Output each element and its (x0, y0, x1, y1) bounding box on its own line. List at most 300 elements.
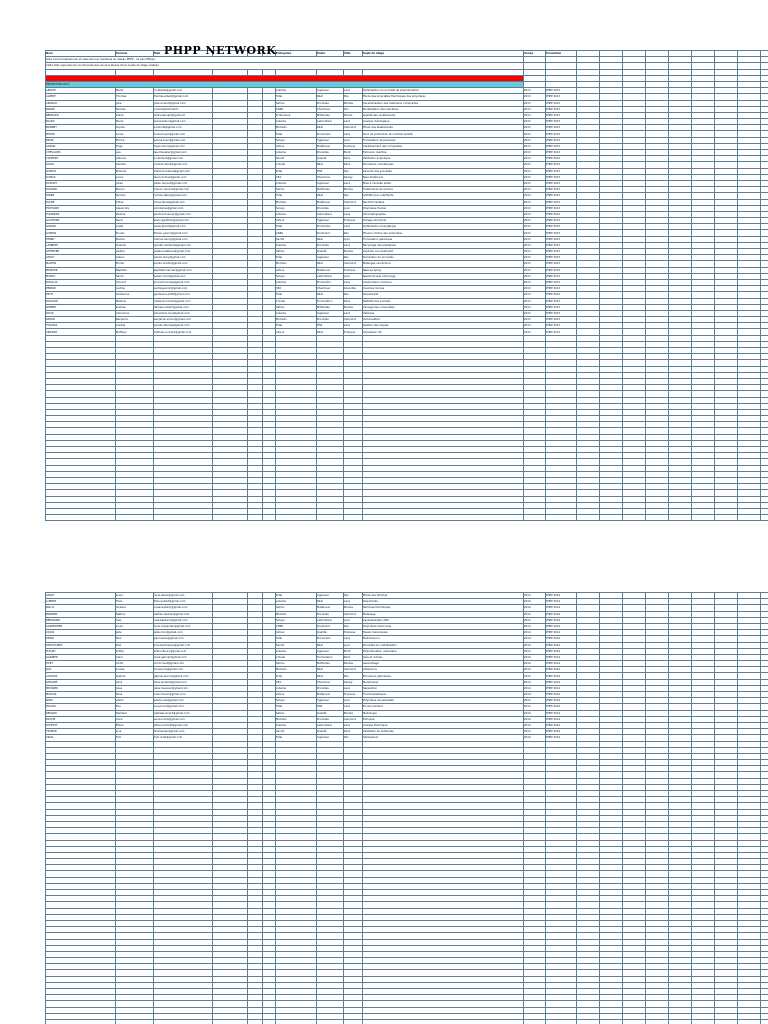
cell[interactable] (344, 515, 363, 521)
cell[interactable]: CHEVALIER (46, 150, 116, 156)
cell[interactable]: Simulation de procédés (363, 255, 524, 261)
cell[interactable]: PICARD (46, 704, 116, 710)
cell[interactable] (116, 515, 154, 521)
cell[interactable]: jules.meunier@gmail.com (154, 685, 213, 691)
cell[interactable]: FLEURY (46, 648, 116, 654)
cell[interactable]: Raphaël (116, 710, 154, 716)
cell[interactable]: Ingénieur (317, 88, 344, 94)
cell[interactable]: R&D (317, 667, 344, 673)
cell[interactable]: Laboratoire (317, 211, 344, 217)
cell[interactable]: PHPP 2013 (546, 143, 577, 149)
cell[interactable]: Arkema (276, 722, 317, 728)
cell[interactable]: audrey.perrin@gmail.com (154, 286, 213, 292)
cell[interactable]: Gestion des risques (363, 323, 524, 329)
cell[interactable]: 2013 (524, 100, 546, 106)
cell[interactable]: PHPP 2013 (546, 267, 577, 273)
cell[interactable]: Arkema (276, 88, 317, 94)
cell[interactable] (692, 1019, 715, 1024)
cell[interactable]: Total (276, 735, 317, 741)
cell[interactable]: 2014 (524, 642, 546, 648)
cell[interactable]: CEA (276, 174, 317, 180)
cell[interactable]: ADAM (46, 593, 116, 599)
cell[interactable]: Qualité (317, 729, 344, 735)
cell[interactable]: R&D (317, 673, 344, 679)
cell[interactable]: PHPP 2014 (546, 716, 577, 722)
cell[interactable]: arthur.fleury@gmail.com (154, 648, 213, 654)
cell[interactable]: Julien (116, 180, 154, 186)
cell[interactable]: Clermont (344, 317, 363, 323)
cell[interactable]: L'Oréal (276, 654, 317, 660)
cell[interactable]: PHPP 2013 (546, 137, 577, 143)
cell[interactable]: Airbus (276, 630, 317, 636)
cell[interactable]: Doctorant (317, 623, 344, 629)
cell[interactable]: TESSIER (46, 729, 116, 735)
cell[interactable]: Pau (344, 193, 363, 199)
cell[interactable]: 2013 (524, 279, 546, 285)
cell[interactable]: Arkema (276, 150, 317, 156)
cell[interactable]: Alexandre (116, 205, 154, 211)
cell[interactable]: CEA (276, 679, 317, 685)
cell[interactable]: Polymères fluorés (363, 205, 524, 211)
cell[interactable]: justine.lefebvre@gmail.com (154, 249, 213, 255)
cell[interactable]: Thermoplastiques (363, 692, 524, 698)
cell[interactable]: Collage structural (363, 218, 524, 224)
cell[interactable]: Analyse thermique (363, 722, 524, 728)
cell[interactable]: Sanofi (276, 729, 317, 735)
cell[interactable]: jade.colin@gmail.com (154, 630, 213, 636)
cell[interactable]: R&D (317, 261, 344, 267)
cell[interactable]: Bordes (344, 605, 363, 611)
cell[interactable]: PHPP 2014 (546, 667, 577, 673)
cell[interactable]: THOMAS (46, 323, 116, 329)
cell[interactable]: Total (276, 636, 317, 642)
cell[interactable]: Lyon (344, 137, 363, 143)
cell[interactable]: damien.robert@gmail.com (154, 304, 213, 310)
cell[interactable]: GAUTHIER (46, 218, 116, 224)
cell[interactable]: Méthodes (317, 661, 344, 667)
cell[interactable]: Lacq (344, 323, 363, 329)
cell[interactable]: Total (276, 224, 317, 230)
cell[interactable]: Airbus (276, 267, 317, 273)
cell[interactable]: lea.chevalier@gmail.com (154, 150, 213, 156)
cell[interactable]: Entreprise (276, 51, 317, 57)
cell[interactable]: Arkema (276, 119, 317, 125)
cell[interactable] (546, 1019, 577, 1024)
cell[interactable]: 2013 (524, 236, 546, 242)
cell[interactable]: Matériaux (317, 605, 344, 611)
cell[interactable] (263, 515, 276, 521)
cell[interactable]: 2013 (524, 106, 546, 112)
cell[interactable]: Alice (116, 679, 154, 685)
cell[interactable]: PHPP 2014 (546, 692, 577, 698)
cell[interactable] (738, 515, 761, 521)
cell[interactable]: Airbus (276, 218, 317, 224)
cell[interactable]: BARRE (46, 106, 116, 112)
cell[interactable]: Paris (344, 729, 363, 735)
cell[interactable]: Victor (116, 661, 154, 667)
cell[interactable]: hugo.caron@gmail.com (154, 143, 213, 149)
cell[interactable]: Nicolas (116, 106, 154, 112)
cell[interactable]: PHPP 2013 (546, 329, 577, 335)
cell[interactable]: Physico-chimie des polymères (363, 230, 524, 236)
cell[interactable]: PHPP 2013 (546, 255, 577, 261)
cell[interactable] (692, 515, 715, 521)
cell[interactable]: 2013 (524, 242, 546, 248)
cell[interactable]: a.clement@gmail.com (154, 156, 213, 162)
cell[interactable]: PHPP 2013 (546, 180, 577, 186)
cell[interactable]: Pau (344, 735, 363, 741)
cell[interactable]: R&D (317, 125, 344, 131)
cell[interactable]: 2013 (524, 168, 546, 174)
cell[interactable]: Sanofi (276, 156, 317, 162)
cell[interactable] (623, 1019, 646, 1024)
cell[interactable]: Marie (116, 88, 154, 94)
cell[interactable]: lucie.adam@gmail.com (154, 593, 213, 599)
cell[interactable] (524, 1019, 546, 1024)
cell[interactable]: Thomas (116, 94, 154, 100)
cell[interactable]: julien.dupont@gmail.com (154, 180, 213, 186)
cell[interactable]: camille.david@gmail.com (154, 162, 213, 168)
cell[interactable]: Lyon (344, 236, 363, 242)
cell[interactable]: Camille (116, 162, 154, 168)
cell[interactable]: Solvay (276, 205, 317, 211)
cell[interactable]: Qualité (317, 249, 344, 255)
cell[interactable]: quentin.lambert@gmail.com (154, 242, 213, 248)
cell[interactable]: ARNAUD (46, 100, 116, 106)
cell[interactable]: Arkema (276, 685, 317, 691)
cell[interactable]: BAILLY (46, 605, 116, 611)
cell[interactable]: BRUN (46, 137, 116, 143)
cell[interactable]: MERCIER (46, 267, 116, 273)
cell[interactable]: Ethan (116, 722, 154, 728)
cell[interactable]: maxime.dubois@gmail.com (154, 168, 213, 174)
cell[interactable]: Safran (276, 100, 317, 106)
cell[interactable]: 2013 (524, 310, 546, 316)
cell[interactable]: Lyon (344, 698, 363, 704)
cell[interactable]: PHPP 2014 (546, 679, 577, 685)
cell[interactable]: alice.lemaire@gmail.com (154, 679, 213, 685)
cell[interactable]: Nanomatériaux (363, 174, 524, 180)
cell[interactable]: Lyon (344, 205, 363, 211)
cell[interactable]: Michelin (276, 125, 317, 131)
cell[interactable]: Mont (344, 150, 363, 156)
cell[interactable]: Traitements de surface (363, 187, 524, 193)
cell[interactable] (116, 1019, 154, 1024)
cell[interactable]: Pierre (116, 119, 154, 125)
cell[interactable]: PHPP 2014 (546, 654, 577, 660)
cell[interactable]: Lucas (116, 131, 154, 137)
cell[interactable]: Catalyseurs (363, 735, 524, 741)
cell[interactable]: 2013 (524, 273, 546, 279)
cell[interactable]: FABRE (46, 193, 116, 199)
cell[interactable]: pierre.blanc@gmail.com (154, 119, 213, 125)
cell[interactable]: Lacq (344, 599, 363, 605)
cell[interactable]: baptiste.mercier@gmail.com (154, 267, 213, 273)
cell[interactable]: Méthodes (317, 187, 344, 193)
cell[interactable]: Julie (116, 100, 154, 106)
cell[interactable]: Membranes (363, 679, 524, 685)
cell[interactable]: benjamin.simon@gmail.com (154, 317, 213, 323)
cell[interactable]: Usinage des composites (363, 304, 524, 310)
cell[interactable]: 2013 (524, 187, 546, 193)
cell[interactable]: Solvay (276, 137, 317, 143)
cell[interactable]: elodie.martin@gmail.com (154, 261, 213, 267)
cell[interactable]: L'Oréal (276, 162, 317, 168)
cell[interactable]: Damien (116, 304, 154, 310)
cell[interactable] (154, 1019, 213, 1024)
cell[interactable]: Lina (116, 729, 154, 735)
cell[interactable]: 2014 (524, 667, 546, 673)
cell[interactable]: PETIT (46, 292, 116, 298)
cell[interactable]: Arkema (276, 648, 317, 654)
cell[interactable]: 2014 (524, 704, 546, 710)
cell[interactable]: Extrusion réactive (363, 150, 524, 156)
cell[interactable]: PHPP 2013 (546, 131, 577, 137)
cell[interactable]: 2014 (524, 593, 546, 599)
cell[interactable]: Nom (46, 51, 116, 57)
cell[interactable]: PHPP 2014 (546, 698, 577, 704)
cell[interactable]: louise.joly@gmail.com (154, 667, 213, 673)
cell[interactable]: FONTAINE (46, 205, 116, 211)
cell[interactable] (317, 1019, 344, 1024)
cell[interactable] (248, 515, 263, 521)
cell[interactable]: Lacq (344, 636, 363, 642)
cell[interactable]: Arkema (276, 599, 317, 605)
cell[interactable]: Tarnos (344, 112, 363, 118)
cell[interactable]: Qualité (317, 156, 344, 162)
cell[interactable]: Benjamin (116, 317, 154, 323)
cell[interactable]: Lacq (344, 310, 363, 316)
cell[interactable]: claire.bernard@yahoo.fr (154, 112, 213, 118)
cell[interactable]: Stabilité des produits (363, 298, 524, 304)
cell[interactable]: Chercheur (317, 679, 344, 685)
cell[interactable]: 2013 (524, 180, 546, 186)
cell[interactable]: CEA (276, 286, 317, 292)
cell[interactable]: ABADIE (46, 88, 116, 94)
cell[interactable]: Clermont (344, 261, 363, 267)
cell[interactable]: emma.brun@gmail.com (154, 137, 213, 143)
cell[interactable]: oceane.bailly@gmail.com (154, 605, 213, 611)
cell[interactable] (600, 1019, 623, 1024)
cell[interactable]: Procédés (317, 205, 344, 211)
cell[interactable]: PHPP 2014 (546, 685, 577, 691)
cell[interactable]: Solvay (276, 698, 317, 704)
cell[interactable]: R&D (317, 292, 344, 298)
cell[interactable]: Total (276, 193, 317, 199)
cell[interactable]: Essais mécaniques (363, 630, 524, 636)
cell[interactable]: PHPP 2013 (546, 211, 577, 217)
cell[interactable]: Poste (317, 51, 344, 57)
cell[interactable]: HUET (46, 661, 116, 667)
cell[interactable]: ROBERT (46, 304, 116, 310)
cell[interactable]: Aurélie (116, 323, 154, 329)
cell[interactable]: Lacq (344, 722, 363, 728)
cell[interactable]: L'Oréal (276, 298, 317, 304)
cell[interactable]: Adhérence (363, 667, 524, 673)
cell[interactable]: PHPP 2013 (546, 292, 577, 298)
cell[interactable]: Jules (116, 685, 154, 691)
cell[interactable]: 2013 (524, 249, 546, 255)
cell[interactable]: marine.henry@gmail.com (154, 236, 213, 242)
cell[interactable]: 2014 (524, 599, 546, 605)
cell[interactable]: Formulation de peintures (363, 137, 524, 143)
cell[interactable]: Michelin (276, 317, 317, 323)
cell[interactable]: Adam (116, 698, 154, 704)
cell[interactable]: PHPP 2014 (546, 735, 577, 741)
cell[interactable]: Lacq (344, 88, 363, 94)
cell[interactable] (213, 1019, 248, 1024)
cell[interactable]: 2014 (524, 710, 546, 716)
cell[interactable]: Sarah (116, 273, 154, 279)
cell[interactable]: PHPP 2014 (546, 722, 577, 728)
cell[interactable]: Matériaux (317, 199, 344, 205)
cell[interactable]: RICHARD (46, 298, 116, 304)
cell[interactable]: PHPP 2014 (546, 617, 577, 623)
cell[interactable]: Sanofi (276, 236, 317, 242)
cell[interactable]: LACROIX (46, 673, 116, 679)
cell[interactable]: 2014 (524, 716, 546, 722)
cell[interactable]: Mathieu (116, 329, 154, 335)
cell[interactable] (276, 1019, 317, 1024)
cell[interactable]: lina.tessier@gmail.com (154, 729, 213, 735)
cell[interactable]: Chromatographie (363, 211, 524, 217)
cell[interactable]: Pau (344, 292, 363, 298)
cell[interactable]: 2013 (524, 193, 546, 199)
cell[interactable]: BERTRAND (46, 617, 116, 623)
cell[interactable]: m.abadie@gmail.com (154, 88, 213, 94)
cell[interactable]: Théo (116, 599, 154, 605)
cell[interactable]: amandine.roux@gmail.com (154, 310, 213, 316)
cell[interactable]: Polyamides (363, 599, 524, 605)
cell[interactable]: 2014 (524, 729, 546, 735)
cell[interactable]: PHPP 2014 (546, 623, 577, 629)
cell[interactable]: RENARD (46, 710, 116, 716)
cell[interactable]: Sujet de stage (363, 51, 524, 57)
cell[interactable]: Suivi de production et contrôle qualité (363, 131, 524, 137)
cell[interactable]: Analyse rhéologique (363, 119, 524, 125)
cell[interactable]: BONNET (46, 125, 116, 131)
cell[interactable] (646, 515, 669, 521)
cell[interactable]: Ingénieur (317, 218, 344, 224)
cell[interactable]: 2013 (524, 329, 546, 335)
cell[interactable]: Antoine (116, 156, 154, 162)
cell[interactable]: Lacq (344, 242, 363, 248)
cell[interactable]: Total (276, 131, 317, 137)
cell[interactable] (263, 1019, 276, 1024)
cell[interactable]: Louis (116, 623, 154, 629)
cell[interactable]: PHPP 2014 (546, 605, 577, 611)
cell[interactable]: DUMAS (46, 174, 116, 180)
cell[interactable]: Paul (116, 636, 154, 642)
cell[interactable]: guillaume.petit@gmail.com (154, 292, 213, 298)
cell[interactable]: NICOLAS (46, 279, 116, 285)
cell[interactable]: 2014 (524, 623, 546, 629)
cell[interactable]: PHPP 2013 (546, 174, 577, 180)
cell[interactable]: Pauline (116, 211, 154, 217)
cell[interactable]: Méthodes (317, 304, 344, 310)
cell[interactable]: Paris (344, 654, 363, 660)
cell[interactable]: Recyclage des plastiques (363, 242, 524, 248)
cell[interactable]: 2014 (524, 673, 546, 679)
cell[interactable]: Safran (276, 249, 317, 255)
cell[interactable]: Formulation (317, 298, 344, 304)
cell[interactable]: eva.picard@gmail.com (154, 704, 213, 710)
cell[interactable]: 2013 (524, 267, 546, 273)
cell[interactable]: Louise (116, 667, 154, 673)
cell[interactable]: PHPP 2013 (546, 112, 577, 118)
cell[interactable]: PHPP 2013 (546, 199, 577, 205)
cell[interactable]: 2014 (524, 611, 546, 617)
cell[interactable]: 2013 (524, 199, 546, 205)
cell[interactable]: CNRS (276, 230, 317, 236)
cell[interactable]: Chercheur (317, 174, 344, 180)
cell[interactable]: Airbus (276, 329, 317, 335)
cell[interactable]: 2013 (524, 88, 546, 94)
cell[interactable]: Toulouse (344, 143, 363, 149)
cell[interactable]: LEFEBVRE (46, 249, 116, 255)
cell[interactable]: Hugo (116, 143, 154, 149)
cell[interactable]: 2014 (524, 654, 546, 660)
cell[interactable]: Léa (116, 150, 154, 156)
cell[interactable]: Modélisation des interfaces (363, 106, 524, 112)
cell[interactable]: 2014 (524, 685, 546, 691)
cell[interactable]: Chloé (116, 199, 154, 205)
cell[interactable]: R&D (317, 94, 344, 100)
cell[interactable]: florian.guerin@gmail.com (154, 230, 213, 236)
cell[interactable]: Lacq (344, 224, 363, 230)
cell[interactable]: PHPP 2014 (546, 636, 577, 642)
cell[interactable]: DENIS (46, 636, 116, 642)
cell[interactable] (46, 1019, 116, 1024)
cell[interactable]: Lyon (344, 273, 363, 279)
cell[interactable]: Vieillissement des composites (363, 143, 524, 149)
cell[interactable]: Polymères biosourcés (363, 623, 524, 629)
cell[interactable]: Métrologie (363, 710, 524, 716)
cell[interactable]: Pau (344, 623, 363, 629)
cell[interactable]: Ingénieur (317, 735, 344, 741)
cell[interactable]: sarah.morel@gmail.com (154, 273, 213, 279)
cell[interactable]: Saclay (344, 174, 363, 180)
cell[interactable]: PERRIN (46, 286, 116, 292)
cell[interactable]: DURAND (46, 187, 116, 193)
cell[interactable]: Toulouse (344, 267, 363, 273)
cell[interactable]: Safran (276, 605, 317, 611)
cell[interactable]: zoe.deschamps@gmail.com (154, 642, 213, 648)
cell[interactable]: 2014 (524, 735, 546, 741)
cell[interactable]: PHPP 2014 (546, 704, 577, 710)
cell[interactable]: PHPP 2013 (546, 94, 577, 100)
cell[interactable]: PHPP 2013 (546, 304, 577, 310)
cell[interactable]: Total (276, 94, 317, 100)
cell[interactable] (213, 515, 248, 521)
cell[interactable]: Mise à l'échelle pilote (363, 180, 524, 186)
cell[interactable]: Matériaux (317, 267, 344, 273)
cell[interactable] (738, 1019, 761, 1024)
cell[interactable]: ROUX (46, 310, 116, 316)
cell[interactable]: 2013 (524, 218, 546, 224)
cell[interactable]: Production (317, 131, 344, 137)
cell[interactable]: paul.denis@gmail.com (154, 636, 213, 642)
cell[interactable]: 2013 (524, 94, 546, 100)
cell[interactable]: PHPP 2013 (546, 298, 577, 304)
cell[interactable]: 2013 (524, 255, 546, 261)
cell[interactable]: raphael.renard@gmail.com (154, 710, 213, 716)
cell[interactable]: Nathan (116, 611, 154, 617)
cell[interactable]: Pau (344, 168, 363, 174)
cell[interactable]: Lacq (344, 211, 363, 217)
cell[interactable]: 2013 (524, 205, 546, 211)
cell[interactable]: theo.aubert@gmail.com (154, 599, 213, 605)
